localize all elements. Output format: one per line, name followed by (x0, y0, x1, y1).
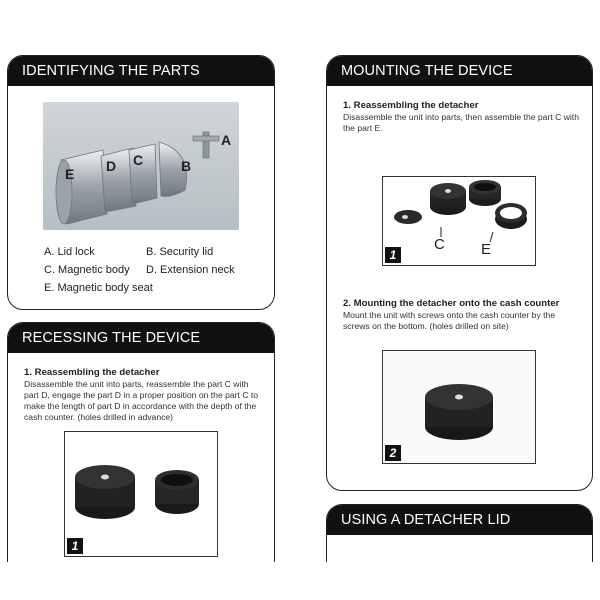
part-a: A. Lid lock (44, 246, 95, 258)
part-b: B. Security lid (146, 246, 214, 258)
part-d: D. Extension neck (146, 264, 235, 276)
diagram-label-c: C (133, 152, 144, 168)
mount-assembled-photo (383, 351, 535, 463)
mount-step1-title: 1. Reassembling the detacher (343, 100, 479, 111)
lid-title: USING A DETACHER LID (327, 505, 592, 535)
mount-step2 (343, 298, 583, 332)
diagram-label-e: E (65, 166, 75, 182)
mount-step1-desc: Disassemble the unit into parts, then assemble the part C with the part E. (343, 112, 579, 133)
mount-step1-number: 1 (385, 247, 401, 263)
mount-panel (326, 55, 593, 491)
mount-step1-photo (382, 176, 536, 266)
part-e: E. Magnetic body seat (44, 282, 153, 294)
parts-list (44, 243, 235, 297)
recess-parts-photo (65, 432, 217, 556)
mount-parts-photo (383, 177, 535, 265)
mount-step2-photo (382, 350, 536, 464)
diagram-label-a: A (221, 132, 232, 148)
lid-panel (326, 504, 593, 562)
diagram-label-b: B (181, 158, 192, 174)
identify-panel (7, 55, 275, 310)
mount-photo-label-e: E (481, 241, 492, 258)
recess-step1-desc: Disassemble the unit into parts, reassemble the part C with part D, engage the part D in a proper position on the part C to make the length of part D in accordance with the depth of the cash counter. (holes drilled in advance) (24, 379, 259, 422)
parts-diagram (43, 102, 239, 230)
mount-step2-desc: Mount the unit with screws onto the cash counter by the screws on the bottom. (holes drilled on site) (343, 310, 556, 331)
mount-photo-label-c: C (434, 236, 445, 253)
mount-step2-number: 2 (385, 445, 401, 461)
recess-panel (7, 322, 275, 562)
mount-title: MOUNTING THE DEVICE (327, 56, 592, 86)
part-c: C. Magnetic body (44, 264, 130, 276)
recess-step1-number: 1 (67, 538, 83, 554)
recess-step1-photo (64, 431, 218, 557)
recess-step1 (24, 367, 264, 423)
mount-step1 (343, 100, 583, 134)
diagram-label-d: D (106, 158, 117, 174)
identify-title: IDENTIFYING THE PARTS (8, 56, 274, 86)
recess-step1-title: 1. Reassembling the detacher (24, 367, 160, 378)
mount-step2-title: 2. Mounting the detacher onto the cash counter (343, 298, 560, 309)
recess-title: RECESSING THE DEVICE (8, 323, 274, 353)
